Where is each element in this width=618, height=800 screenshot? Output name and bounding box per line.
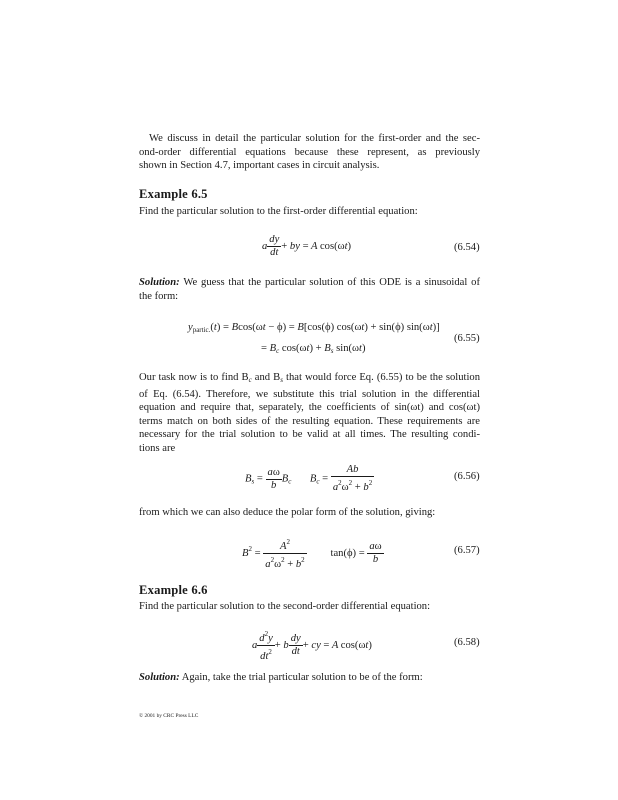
equation-number-6-55: (6.55) — [454, 333, 480, 344]
solution-6-6-paragraph: Solution: Again, take the trial particular solution to be of the form: — [139, 672, 423, 683]
equation-6-55-line-2: = $B_c$ $\cos(\omega t) + B_s$ sin(ωt) — [261, 343, 366, 355]
copyright-footer: © 2001 by CRC Press LLC — [139, 713, 199, 719]
example-6-5-heading: Example 6.5 — [139, 187, 208, 201]
intro-line-1: We discuss in detail the particular solution for the first-order and the sec- — [149, 133, 480, 144]
equation-number-6-57: (6.57) — [454, 545, 480, 556]
example-6-6-task: Find the particular solution to the second-order differential equation: — [139, 601, 431, 612]
solution-label: Solution: — [139, 277, 180, 288]
equation-6-55-line-1: $y_{partic.}(t) = Bcos(\omega t - \phi) = B[\cos(\phi) \cos(\omega t) + \sin(\phi)$ sin(ωt)] — [188, 322, 440, 334]
equation-number-6-58: (6.58) — [454, 637, 480, 648]
polar-form-text: from which we can also deduce the polar form of the solution, giving: — [139, 507, 436, 518]
equation-number-6-56: (6.56) — [454, 471, 480, 482]
equation-6-54: a $\frac{dy}{dt}$ + by = A cos(ωt) — [262, 234, 352, 258]
intro-line-2: ond-order differential equations because these represent, as previously — [139, 146, 480, 158]
intro-paragraph — [139, 132, 480, 173]
example-6-5-task: Find the particular solution to the first-order differential equation: — [139, 206, 418, 217]
equation-6-58: a $\frac{d^2y}{dt^2}$ + b $\frac{dy}{dt}$ + cy = A cos(ωt) — [252, 630, 372, 662]
equation-6-57: $B^2$ = $\frac{A^2}{a^2\omega^2 + b^2}$ tan(ϕ) = $\frac{a\omega}{b}$ — [242, 538, 382, 570]
equation-number-6-54: (6.54) — [454, 242, 480, 253]
equation-6-56: $B_s$ = $\frac{a\omega}{b}$ $B_c$ $B_c$ = $\frac{Ab}{a^2\omega^2 + b^2}$ — [245, 464, 373, 493]
task-paragraph: Our task now is to find $B_c$ and $B_s$ that would force Eq. (6.55) to be the solution of Eq. (6.54). Therefore, we substitute this trial solution in the differential equation and require that, separately, the coefficients of sin(ωt) and cos(ωt) terms match on both sides of the resulting equation. These requirements are necessary for the trial solution to be valid at all times. The resulting condi- tions are — [139, 372, 480, 454]
example-6-6-heading: Example 6.6 — [139, 583, 208, 597]
intro-line-3: shown in Section 4.7, important cases in circuit analysis. — [139, 160, 380, 172]
solution-6-5-paragraph: Solution: We guess that the particular solution of this ODE is a sinusoidal of the form: — [139, 277, 480, 302]
solution-label-2: Solution: — [139, 672, 180, 683]
